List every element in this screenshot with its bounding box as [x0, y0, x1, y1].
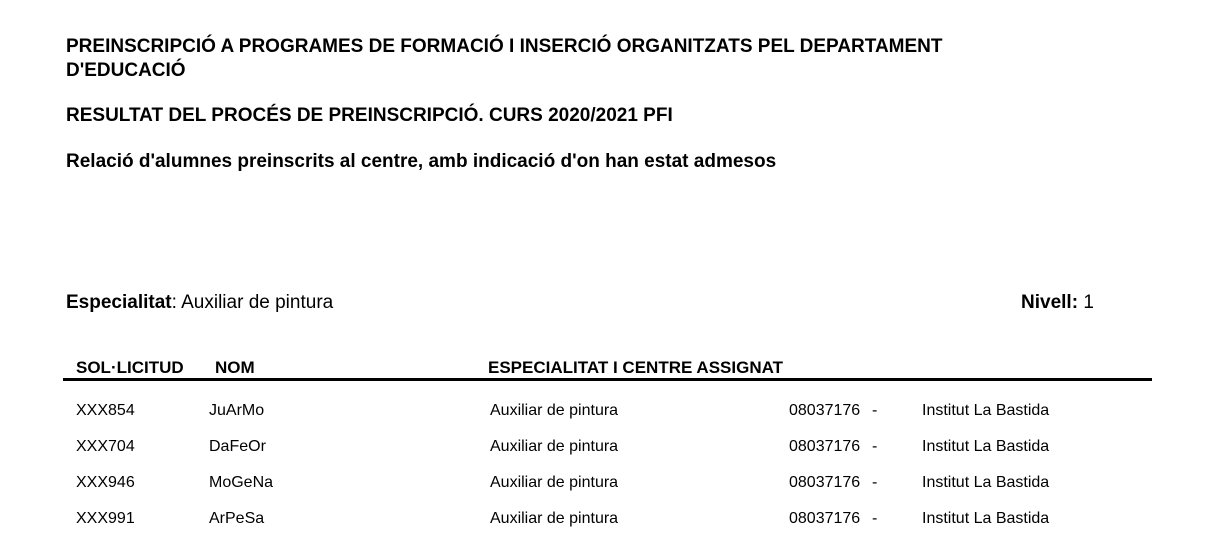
cell-especialitat: Auxiliar de pintura — [490, 402, 619, 419]
cell-centre: Institut La Bastida — [922, 510, 1050, 527]
cell-sollicitud: XXX991 — [76, 510, 135, 527]
cell-especialitat: Auxiliar de pintura — [490, 438, 619, 455]
cell-codi-centre: 08037176 — [789, 510, 861, 527]
cell-centre: Institut La Bastida — [922, 474, 1050, 491]
cell-separator: - — [872, 438, 878, 455]
report-description: Relació d'alumnes preinscrits al centre, amb indicació d'on han estat admesos — [66, 151, 777, 172]
cell-separator: - — [872, 402, 878, 419]
especialitat-label: Especialitat — [66, 292, 172, 313]
cell-sollicitud: XXX946 — [76, 474, 135, 491]
table-row — [0, 436, 1232, 472]
cell-codi-centre: 08037176 — [789, 402, 861, 419]
especialitat-filter — [66, 291, 333, 315]
column-header-sollicitud: SOL·LICITUD — [76, 358, 184, 377]
header-divider — [63, 378, 1152, 381]
document-title: PREINSCRIPCIÓ A PROGRAMES DE FORMACIÓ I INSERCIÓ ORGANITZATS PEL DEPARTAMENT D'EDUCACIÓ — [66, 36, 943, 81]
cell-centre: Institut La Bastida — [922, 402, 1050, 419]
cell-sollicitud: XXX854 — [76, 402, 135, 419]
cell-nom: JuArMo — [209, 402, 265, 419]
nivell-filter — [1021, 291, 1094, 315]
cell-separator: - — [872, 510, 878, 527]
cell-codi-centre: 08037176 — [789, 474, 861, 491]
especialitat-value: Auxiliar de pintura — [181, 292, 334, 313]
nivell-value: 1 — [1083, 292, 1094, 313]
column-header-nom: NOM — [215, 358, 255, 377]
column-header-assignat: ESPECIALITAT I CENTRE ASSIGNAT — [488, 358, 783, 377]
cell-centre: Institut La Bastida — [922, 438, 1050, 455]
cell-especialitat: Auxiliar de pintura — [490, 510, 619, 527]
cell-especialitat: Auxiliar de pintura — [490, 474, 619, 491]
table-row — [0, 508, 1232, 544]
results-table-body — [0, 400, 1232, 544]
table-row — [0, 472, 1232, 508]
document-subtitle: RESULTAT DEL PROCÉS DE PREINSCRIPCIÓ. CURS 2020/2021 PFI — [66, 105, 673, 126]
table-row — [0, 400, 1232, 436]
cell-sollicitud: XXX704 — [76, 438, 135, 455]
cell-nom: MoGeNa — [209, 474, 274, 491]
nivell-label: Nivell: — [1021, 292, 1079, 313]
cell-nom: ArPeSa — [209, 510, 265, 527]
cell-separator: - — [872, 474, 878, 491]
cell-nom: DaFeOr — [209, 438, 266, 455]
cell-codi-centre: 08037176 — [789, 438, 861, 455]
especialitat-separator: : — [171, 292, 177, 313]
